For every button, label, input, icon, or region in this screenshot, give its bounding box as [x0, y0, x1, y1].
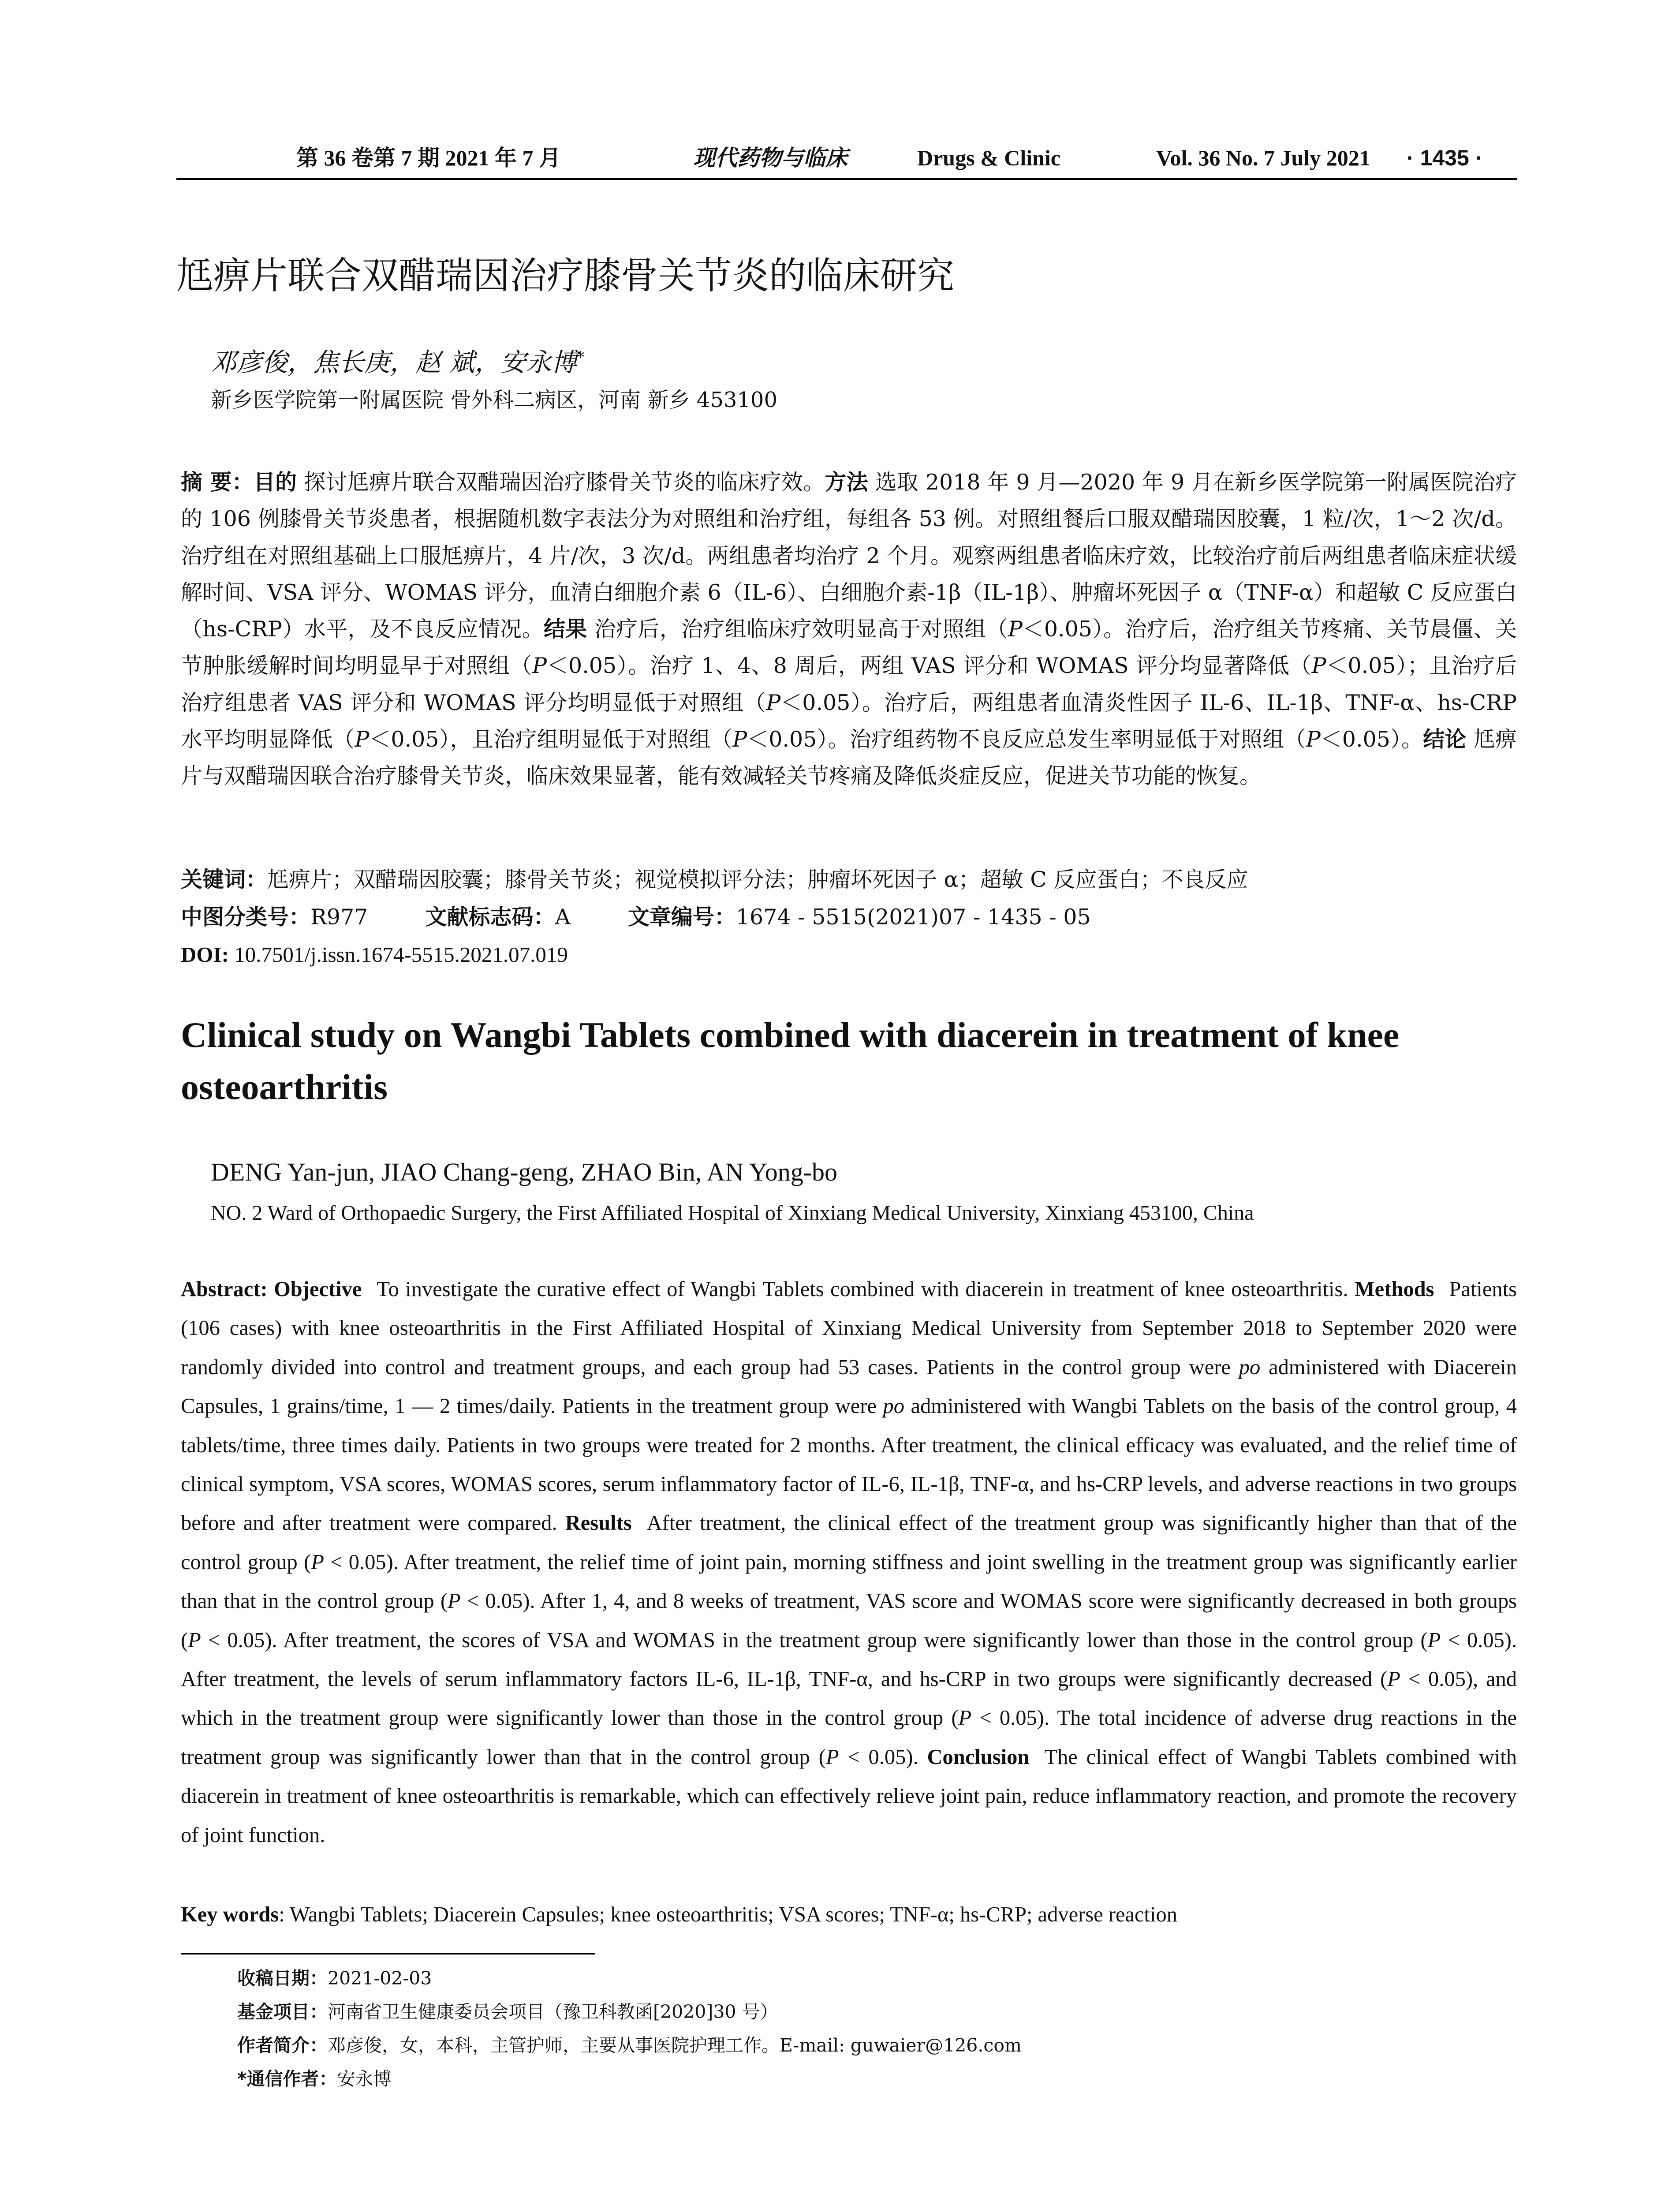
footnote-corresponding: [237, 2062, 1022, 2096]
objective-en-text: To investigate the curative effect of Wangbi Tablets combined with diacerein in treatment of knee osteoarthritis.: [377, 1278, 1348, 1301]
p-value-symbol: P: [732, 727, 747, 752]
corresponding-author-mark: *: [577, 348, 585, 366]
p-value-symbol: P: [1311, 653, 1326, 679]
clc-label: 中图分类号：: [181, 904, 311, 930]
header-journal-cn: 现代药物与临床: [693, 146, 847, 170]
methods-en-text: administered with Diacerein Capsules, 1 grains/time, 1 — 2 times/daily. Patients in the treatment group were: [181, 1355, 1517, 1418]
authors-cn: [211, 340, 584, 380]
results-cn-text: ＜0.05）。治疗 1、4、8 周后，两组 VAS 评分和 WOMAS 评分均显著降低（: [547, 653, 1312, 679]
footnote-received: [237, 1962, 1022, 1995]
methods-en-text: administered with Wangbi Tablets on the basis of the control group, 4 tablets/time, three times daily. Patients in two groups were treated for 2 months. After treatment, the clinical efficacy was evaluated, and the relief time of clinical symptom, VSA scores, WOMAS scores, serum inflammatory factor of IL-6, IL-1β, TNF-α, and hs-CRP levels, and adverse reactions in two groups before and after treatment were compared.: [181, 1394, 1517, 1535]
header-issue-cn: 第 36 卷第 7 期 2021 年 7 月: [296, 146, 561, 170]
footnote-rule: [181, 1953, 595, 1955]
abstract-en: [181, 1270, 1517, 1855]
results-en-text: < 0.05). After treatment, the levels of serum inflammatory factors IL-6, IL-1β, TNF-α, and hs-CRP in two groups were significantly decreased (: [181, 1628, 1517, 1691]
corresponding-name: 安永博: [337, 2068, 392, 2089]
results-cn-text: 治疗后，治疗组临床疗效明显高于对照组（: [587, 617, 1008, 642]
abstract-cn: [181, 464, 1517, 795]
p-value-symbol: P: [1306, 727, 1321, 752]
route-po: po: [883, 1394, 905, 1418]
methods-en-label: Methods: [1354, 1278, 1434, 1301]
results-cn-text: ＜0.05）。: [1320, 727, 1423, 752]
footnotes: [237, 1962, 1022, 2096]
results-en-text: < 0.05). After treatment, the scores of VSA and WOMAS in the treatment group were significantly lower than those in the control group (: [201, 1628, 1428, 1652]
results-cn-label: 结果: [543, 617, 587, 642]
footnote-fund: [237, 1995, 1022, 2029]
results-en-text: < 0.05). The total incidence of adverse drug reactions in the treatment group was significantly lower than that in the control group (: [181, 1706, 1517, 1769]
title-cn: 尪痹片联合双醋瑞因治疗膝骨关节炎的临床研究: [176, 254, 955, 297]
doi-label: DOI:: [181, 942, 229, 967]
received-date: 2021-02-03: [328, 1968, 432, 1989]
p-value-symbol: P: [1387, 1667, 1400, 1691]
conclusion-cn-text: 尪痹片与双醋瑞因联合治疗膝骨关节炎，临床效果显著，能有效减轻关节疼痛及降低炎症反应，促进关节功能的恢复。: [181, 727, 1517, 789]
route-po: po: [1239, 1355, 1261, 1379]
results-cn-text: ＜0.05）。治疗后，两组患者血清炎性因子 IL-6、IL-1β、TNF-α、hs-CRP 水平均明显降低（: [181, 690, 1517, 752]
results-cn-text: ＜0.05）。治疗组药物不良反应总发生率明显低于对照组（: [747, 727, 1306, 752]
doi-value[interactable]: 10.7501/j.issn.1674-5515.2021.07.019: [228, 942, 568, 967]
header-rule: [176, 178, 1517, 180]
methods-cn-text: 选取 2018 年 9 月—2020 年 9 月在新乡医学院第一附属医院治疗的 106 例膝骨关节炎患者，根据随机数字表法分为对照组和治疗组，每组各 53 例。对照组餐后口服双醋瑞因胶囊，1 粒/次，1～2 次/d。治疗组在对照组基础上口服尪痹片，4 片/次，3 次/d。两组患者均治疗 2 个月。观察两组患者临床疗效，比较治疗前后两组患者临床症状缓解时间、VSA 评分、WOMAS 评分，血清白细胞介素 6（IL-6）、白细胞介素-1β（IL-1β）、肿瘤坏死因子 α（TNF-α）和超敏 C 反应蛋白（hs-CRP）水平，及不良反应情况。: [181, 470, 1517, 642]
abstract-cn-label: 摘 要：: [181, 470, 254, 495]
p-value-symbol: P: [355, 727, 370, 752]
article-number-value: 1674 - 5515(2021)07 - 1435 - 05: [735, 904, 1091, 930]
p-value-symbol: P: [532, 653, 547, 679]
corresponding-label: *通信作者：: [237, 2068, 337, 2089]
keywords-en: [181, 1899, 1517, 1930]
keywords-cn-text: 尪痹片；双醋瑞因胶囊；膝骨关节炎；视觉模拟评分法；肿瘤坏死因子 α；超敏 C 反应蛋白；不良反应: [267, 867, 1248, 892]
abstract-en-label: Abstract: Objective: [181, 1278, 362, 1301]
author-bio-text: 邓彦俊，女，本科，主管护师，主要从事医院护理工作。E-mail: guwaier@126.com: [328, 2035, 1022, 2056]
authors-en: DENG Yan-jun, JIAO Chang-geng, ZHAO Bin, AN Yong-bo: [211, 1158, 838, 1186]
fund-label: 基金项目：: [237, 2001, 328, 2022]
results-cn-text: ＜0.05）。治疗后，治疗组关节疼痛、关节晨僵、关节肿胀缓解时间均明显早于对照组（: [181, 617, 1517, 679]
results-en-text: < 0.05).: [839, 1745, 918, 1769]
results-en-text: After treatment, the clinical effect of the treatment group was significantly higher than that of the control group (: [181, 1511, 1517, 1574]
header-journal-en: Drugs & Clinic: [917, 146, 1060, 170]
results-en-text: < 0.05). After 1, 4, and 8 weeks of treatment, VAS score and WOMAS score were significantly decreased in both groups (: [181, 1589, 1517, 1652]
keywords-en-label: Key words: [181, 1903, 279, 1926]
title-en: Clinical study on Wangbi Tablets combined with diacerein in treatment of knee osteoarthritis: [181, 1015, 1400, 1107]
affiliation-en: NO. 2 Ward of Orthopaedic Surgery, the First Affiliated Hospital of Xinxiang Medical University, Xinxiang 453100, China: [211, 1201, 1254, 1225]
fund-text: 河南省卫生健康委员会项目（豫卫科教函[2020]30 号）: [328, 2001, 778, 2022]
methods-en-text: Patients (106 cases) with knee osteoarthritis in the First Affiliated Hospital of Xinxiang Medical University from September 2018 to September 2020 were randomly divided into control and treatment groups, and each group had 53 cases. Patients in the control group were: [181, 1278, 1517, 1379]
running-header: [176, 140, 1517, 176]
classification-line: [181, 902, 1091, 933]
results-cn-text: ＜0.05）；且治疗后治疗组患者 VAS 评分和 WOMAS 评分均明显低于对照组（: [181, 653, 1517, 715]
p-value-symbol: P: [825, 1745, 839, 1769]
conclusion-cn-label: 结论: [1423, 727, 1467, 752]
results-cn-text: ＜0.05），且治疗组明显低于对照组（: [369, 727, 733, 752]
p-value-symbol: P: [188, 1628, 201, 1652]
p-value-symbol: P: [1008, 617, 1023, 642]
p-value-symbol: P: [766, 690, 781, 715]
conclusion-en-text: The clinical effect of Wangbi Tablets combined with diacerein in treatment of knee osteoarthritis is remarkable, which can effectively relieve joint pain, reduce inflammatory reaction, and promote the recovery of joint function.: [181, 1745, 1517, 1847]
header-page-number: · 1435 ·: [1407, 146, 1483, 170]
keywords-cn: [181, 864, 1248, 895]
results-en-text: < 0.05), and which in the treatment group were significantly lower than those in the control group (: [181, 1667, 1517, 1730]
authors-cn-text: 邓彦俊，焦长庚，赵 斌，安永博: [211, 347, 577, 377]
p-value-symbol: P: [958, 1706, 972, 1730]
footnote-author-bio: [237, 2029, 1022, 2062]
keywords-cn-label: 关键词：: [181, 867, 268, 892]
document-code-value: A: [555, 904, 571, 930]
doi-line: [181, 939, 568, 970]
results-en-label: Results: [565, 1511, 632, 1535]
keywords-en-text: : Wangbi Tablets; Diacerein Capsules; knee osteoarthritis; VSA scores; TNF-α; hs-CRP; adverse reaction: [279, 1903, 1177, 1926]
clc-value: R977: [310, 904, 368, 930]
objective-cn-label: 目的: [253, 470, 297, 495]
results-en-text: < 0.05). After treatment, the relief time of joint pain, morning stiffness and joint swelling in the treatment group was significantly earlier than that in the control group (: [181, 1550, 1517, 1613]
p-value-symbol: P: [448, 1589, 461, 1613]
received-label: 收稿日期：: [237, 1968, 328, 1989]
header-issue-en: Vol. 36 No. 7 July 2021: [1156, 146, 1370, 170]
p-value-symbol: P: [311, 1550, 324, 1574]
author-bio-label: 作者简介：: [237, 2035, 328, 2056]
p-value-symbol: P: [1427, 1628, 1441, 1652]
document-code-label: 文献标志码：: [425, 904, 555, 930]
article-number-label: 文章编号：: [627, 904, 736, 930]
methods-cn-label: 方法: [825, 470, 868, 495]
objective-cn-text: 探讨尪痹片联合双醋瑞因治疗膝骨关节炎的临床疗效。: [297, 470, 825, 495]
affiliation-cn: 新乡医学院第一附属医院 骨外科二病区，河南 新乡 453100: [211, 388, 778, 412]
conclusion-en-label: Conclusion: [927, 1745, 1030, 1769]
